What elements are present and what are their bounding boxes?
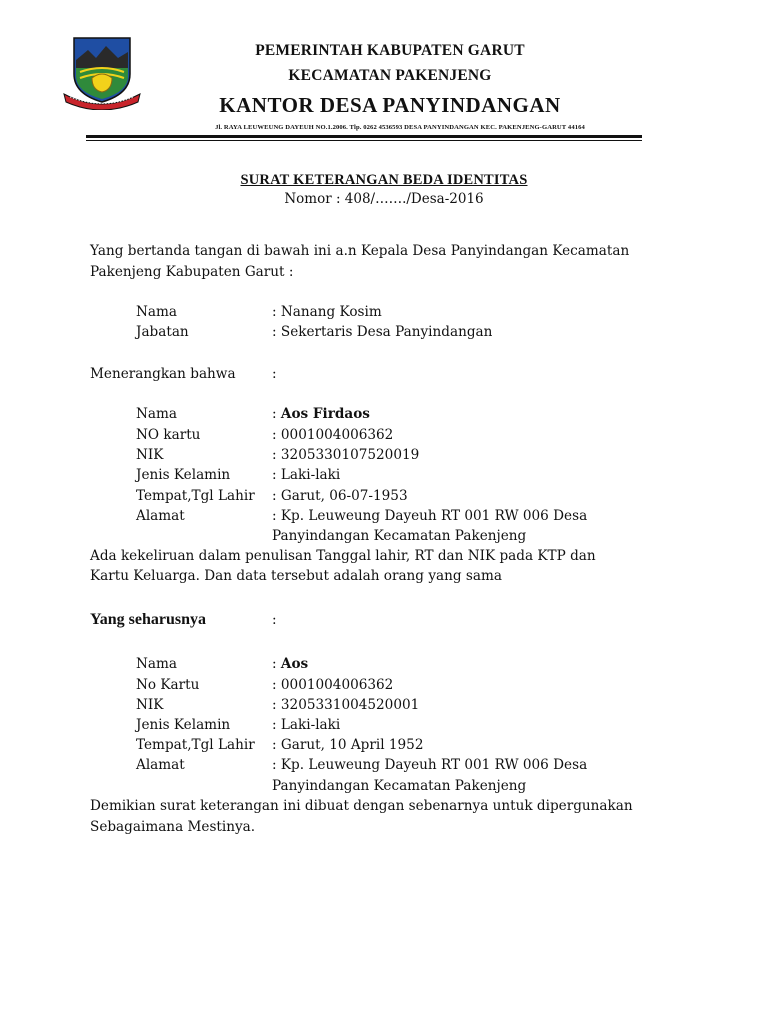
field-value: : Kp. Leuweung Dayeuh RT 001 RW 006 Desa (272, 508, 588, 524)
field-label: Jenis Kelamin (136, 467, 231, 483)
old-birth-row (136, 486, 696, 507)
old-name-row (136, 404, 696, 425)
letter-title: SURAT KETERANGAN BEDA IDENTITAS (240, 172, 528, 188)
field-label: Tempat,Tgl Lahir (136, 737, 255, 753)
field-value: : Kp. Leuweung Dayeuh RT 001 RW 006 Desa (272, 757, 588, 773)
field-value: Panyindangan Kecamatan Pakenjeng (272, 528, 527, 544)
field-label: Jenis Kelamin (136, 717, 231, 733)
field-label: NO kartu (136, 427, 201, 443)
government-name: PEMERINTAH KABUPATEN GARUT (255, 42, 525, 59)
field-value: : 3205331004520001 (272, 697, 420, 713)
field-value: : Laki-laki (272, 717, 341, 733)
field-label: Nama (136, 406, 177, 422)
letterhead-divider-thin (86, 140, 642, 141)
name-colon: : (272, 656, 281, 672)
should-be-colon: : (272, 612, 277, 628)
closing-line-1: Demikian surat keterangan ini dibuat dengan sebenarnya untuk dipergunakan (90, 798, 633, 814)
correct-name-row (136, 654, 696, 675)
signatory-position-row (136, 322, 696, 343)
field-label: Jabatan (136, 324, 189, 340)
declares-heading (90, 364, 277, 385)
error-note-line-2: Kartu Keluarga. Dan data tersebut adalah orang yang sama (90, 568, 502, 584)
field-label: Tempat,Tgl Lahir (136, 488, 255, 504)
field-value: Panyindangan Kecamatan Pakenjeng (272, 778, 527, 794)
village-office-name: KANTOR DESA PANYINDANGAN (219, 93, 561, 117)
old-nik-row (136, 445, 696, 466)
office-address: Jl. RAYA LEUWEUNG DAYEUH NO.1.2006. Tlp. 0262 4536593 DESA PANYINDANGAN KEC. PAKENJENG-GARUT 44164 (215, 124, 585, 131)
field-label: Alamat (136, 508, 185, 524)
field-value: : Sekertaris Desa Panyindangan (272, 324, 493, 340)
name-colon: : (272, 406, 281, 422)
field-value: : 3205330107520019 (272, 447, 420, 463)
correct-gender-row (136, 715, 696, 736)
field-label: NIK (136, 447, 164, 463)
letter-number: Nomor : 408/……./Desa-2016 (284, 191, 484, 207)
field-value (272, 654, 692, 675)
error-note-line-1: Ada kekeliruan dalam penulisan Tanggal lahir, RT dan NIK pada KTP dan (90, 548, 596, 564)
declares-label: Menerangkan bahwa (90, 366, 236, 382)
intro-line-1: Yang bertanda tangan di bawah ini a.n Kepala Desa Panyindangan Kecamatan (90, 243, 630, 259)
correct-birth-row (136, 735, 696, 756)
letterhead-divider-thick (86, 135, 642, 138)
should-be-heading: Yang seharusnya (90, 611, 207, 628)
field-value: : Laki-laki (272, 467, 341, 483)
correct-nik-row (136, 695, 696, 716)
old-address-row (136, 506, 696, 527)
signatory-name-row (136, 302, 696, 323)
field-value: : 0001004006362 (272, 677, 394, 693)
intro-line-2: Pakenjeng Kabupaten Garut : (90, 264, 294, 280)
field-value (272, 404, 692, 425)
old-name-value: Aos Firdaos (280, 406, 370, 422)
field-label: Nama (136, 656, 177, 672)
correct-address-row (136, 755, 696, 776)
field-value: : Garut, 06-07-1953 (272, 488, 408, 504)
correct-card-row (136, 675, 696, 696)
field-value: : Garut, 10 April 1952 (272, 737, 424, 753)
closing-line-2: Sebagaimana Mestinya. (90, 819, 256, 835)
old-gender-row (136, 465, 696, 486)
garut-regency-emblem (62, 34, 142, 110)
district-name: KECAMATAN PAKENJENG (288, 67, 492, 84)
field-label: No Kartu (136, 677, 200, 693)
field-value: : 0001004006362 (272, 427, 394, 443)
old-card-row (136, 425, 696, 446)
field-value: : Nanang Kosim (272, 304, 382, 320)
declares-colon: : (272, 366, 277, 382)
correct-name-value: Aos (280, 656, 309, 672)
field-label: NIK (136, 697, 164, 713)
field-label: Alamat (136, 757, 185, 773)
field-label: Nama (136, 304, 177, 320)
